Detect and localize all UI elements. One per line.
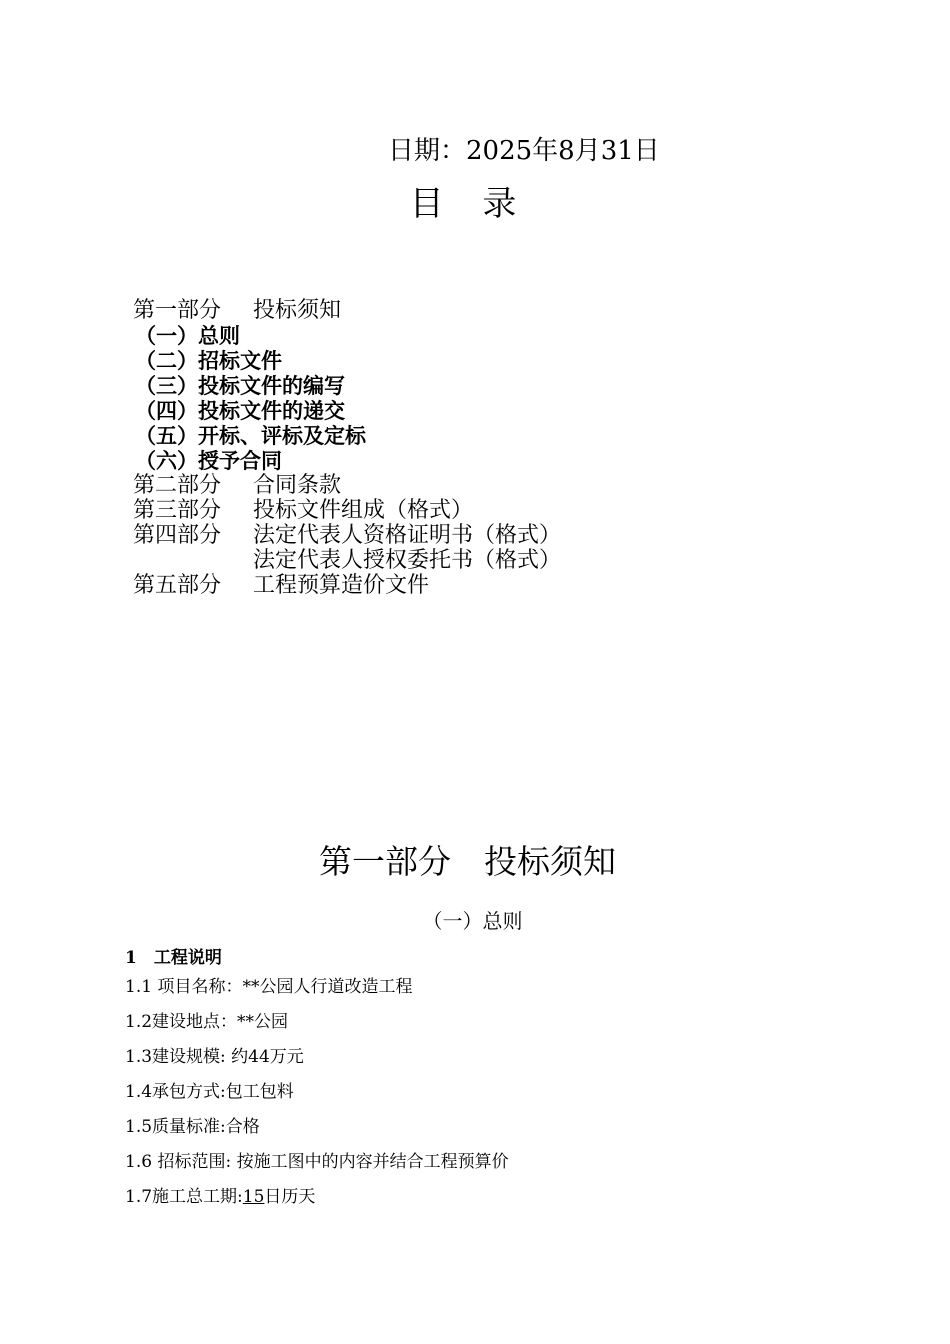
toc-entry-bid-submission: （四）投标文件的递交	[135, 398, 345, 423]
tender-scope-item: 1.6 招标范围: 按施工图中的内容并结合工程预算价	[125, 1152, 509, 1172]
toc-entry-part3	[133, 498, 833, 523]
toc-part-label: 第一部分	[133, 298, 222, 323]
toc-entry-part4-authorization: 法定代表人授权委托书（格式）	[253, 548, 562, 573]
part1-heading: 第一部分 投标须知	[319, 842, 616, 881]
toc-entry-part1	[133, 298, 833, 323]
toc-entry-tender-documents: （二）招标文件	[135, 348, 282, 373]
toc-part-label: 第三部分	[133, 498, 222, 523]
table-of-contents	[133, 298, 833, 598]
duration-suffix: 日历天	[264, 1187, 316, 1207]
toc-part-label: 第四部分	[133, 523, 222, 548]
toc-title: 目 录	[409, 184, 531, 224]
quality-standard-item: 1.5质量标准:合格	[125, 1117, 260, 1137]
toc-part-label: 第二部分	[133, 473, 222, 498]
toc-part-title: 投标须知	[253, 298, 342, 323]
construction-site-item: 1.2建设地点：**公园	[125, 1012, 289, 1032]
toc-entry-part4	[133, 523, 833, 548]
toc-part-title: 法定代表人资格证明书（格式）	[253, 523, 562, 548]
document-date: 日期：2025年8月31日	[388, 136, 660, 166]
toc-entry-bid-opening: （五）开标、评标及定标	[135, 423, 366, 448]
section-heading-general: （一）总则	[422, 909, 523, 933]
project-description	[125, 946, 845, 1215]
toc-entry-part2	[133, 473, 833, 498]
toc-entry-general: （一）总则	[135, 323, 240, 348]
toc-part-title: 工程预算造价文件	[253, 573, 430, 598]
project-name-item: 1.1 项目名称：**公园人行道改造工程	[125, 977, 413, 997]
toc-part-title: 合同条款	[253, 473, 342, 498]
toc-part-title: 投标文件组成（格式）	[253, 498, 474, 523]
toc-entry-part5	[133, 573, 833, 598]
toc-part-label: 第五部分	[133, 573, 222, 598]
project-description-heading: 1 工程说明	[125, 948, 222, 968]
contract-method-item: 1.4承包方式:包工包料	[125, 1082, 294, 1102]
duration-prefix: 1.7施工总工期:	[125, 1187, 243, 1207]
toc-entry-bid-preparation: （三）投标文件的编写	[135, 373, 345, 398]
construction-scale-item: 1.3建设规模: 约44万元	[125, 1047, 304, 1067]
toc-entry-contract-award: （六）授予合同	[135, 448, 282, 473]
duration-value: 15	[242, 1187, 265, 1207]
construction-duration-item	[125, 1180, 845, 1215]
